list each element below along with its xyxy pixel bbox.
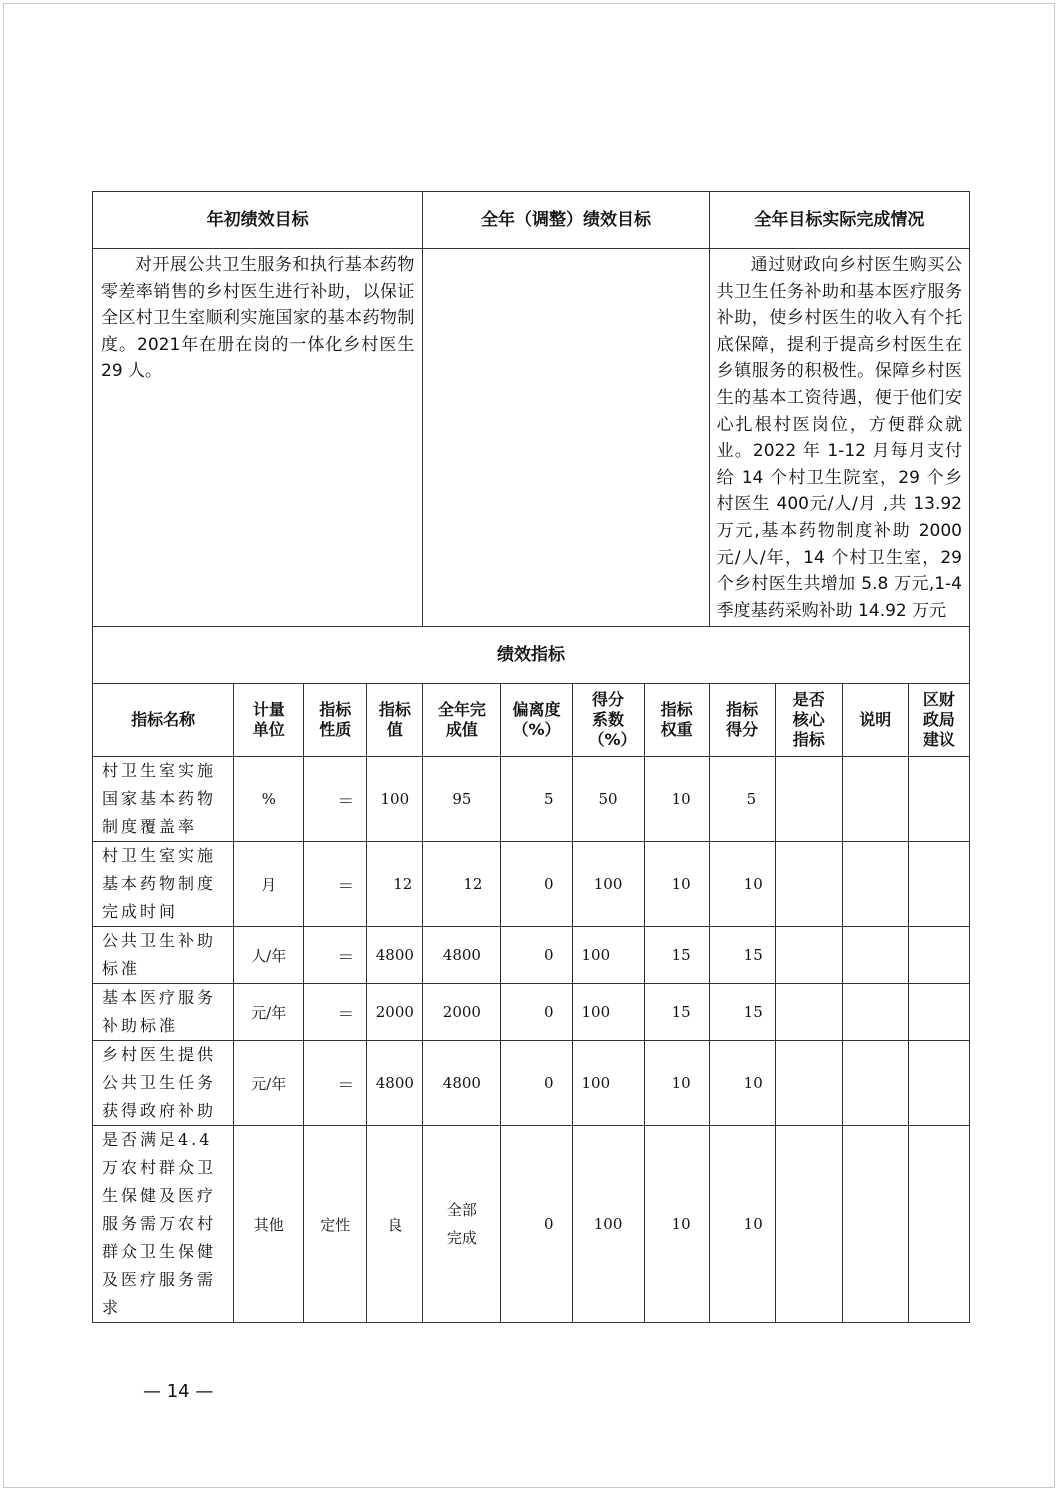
indicator-coefficient: 100 <box>572 984 644 1041</box>
page-number: — 14 — <box>143 1381 214 1402</box>
indicator-coefficient: 100 <box>572 927 644 984</box>
indicator-advice <box>908 984 969 1041</box>
indicator-deviation: 0 <box>501 984 572 1041</box>
performance-table <box>92 191 970 1323</box>
indicator-deviation: 0 <box>501 927 572 984</box>
indicator-target: 12 <box>367 842 423 927</box>
table-row <box>93 1041 970 1126</box>
goals-actual-text: 通过财政向乡村医生购买公共卫生任务补助和基本医疗服务补助，使乡村医生的收入有个托底保障，提利于提高乡村医生在乡镇服务的积极性。保障乡村医生的基本工资待遇，便于他们安心扎根村医岗位，方便群众就业。2022 年 1-12 月每月支付给 14 个村卫生院室，29 个乡村医生 400元/人/月 ,共 13.92 万元,基本药物制度补助 2000 元/人/年，14 个村卫生室，29 个乡村医生共增加 5.8 万元,1-4 季度基药采购补助 14.92 万元 <box>709 249 969 627</box>
goals-header-actual: 全年目标实际完成情况 <box>709 192 969 249</box>
indicator-coefficient: 100 <box>572 842 644 927</box>
column-header-row <box>93 684 970 757</box>
indicator-core <box>775 842 842 927</box>
indicator-actual: 2000 <box>423 984 501 1041</box>
indicator-actual: 4800 <box>423 1041 501 1126</box>
indicator-target: 4800 <box>367 1041 423 1126</box>
indicator-name: 基本医疗服务补助标准 <box>93 984 234 1041</box>
indicator-core <box>775 1126 842 1323</box>
goals-content-row <box>93 249 970 627</box>
indicator-coefficient: 50 <box>572 757 644 842</box>
table-row <box>93 1126 970 1323</box>
indicator-nature: ＝ <box>304 984 367 1041</box>
indicator-score: 15 <box>709 984 775 1041</box>
indicator-actual: 95 <box>423 757 501 842</box>
table-row <box>93 757 970 842</box>
indicator-deviation: 0 <box>501 842 572 927</box>
col-header-nature: 指标性质 <box>304 684 367 757</box>
indicator-unit: % <box>234 757 304 842</box>
indicator-actual: 12 <box>423 842 501 927</box>
indicator-actual: 全部完成 <box>423 1126 501 1323</box>
indicator-target: 2000 <box>367 984 423 1041</box>
col-header-weight: 指标权重 <box>644 684 709 757</box>
table-row <box>93 984 970 1041</box>
indicator-score: 10 <box>709 1041 775 1126</box>
indicator-weight: 10 <box>644 1126 709 1323</box>
indicator-deviation: 5 <box>501 757 572 842</box>
indicator-advice <box>908 927 969 984</box>
indicator-unit: 元/年 <box>234 1041 304 1126</box>
indicator-core <box>775 927 842 984</box>
indicator-nature: ＝ <box>304 927 367 984</box>
indicator-advice <box>908 842 969 927</box>
indicator-name: 乡村医生提供公共卫生任务获得政府补助 <box>93 1041 234 1126</box>
indicator-advice <box>908 1126 969 1323</box>
indicator-target: 100 <box>367 757 423 842</box>
col-header-name: 指标名称 <box>93 684 234 757</box>
table-row <box>93 927 970 984</box>
goals-header-adjusted: 全年（调整）绩效目标 <box>423 192 709 249</box>
indicator-score: 5 <box>709 757 775 842</box>
indicator-nature: ＝ <box>304 757 367 842</box>
section-title: 绩效指标 <box>93 627 970 684</box>
indicator-nature: 定性 <box>304 1126 367 1323</box>
goals-header-initial: 年初绩效目标 <box>93 192 423 249</box>
indicator-name: 公共卫生补助标准 <box>93 927 234 984</box>
indicator-name: 是否满足4.4万农村群众卫生保健及医疗服务需万农村群众卫生保健及医疗服务需求 <box>93 1126 234 1323</box>
indicator-weight: 10 <box>644 757 709 842</box>
indicator-coefficient: 100 <box>572 1041 644 1126</box>
goals-header-row <box>93 192 970 249</box>
indicator-advice <box>908 757 969 842</box>
col-header-target: 指标值 <box>367 684 423 757</box>
col-header-actual: 全年完成值 <box>423 684 501 757</box>
indicator-weight: 15 <box>644 984 709 1041</box>
indicator-weight: 15 <box>644 927 709 984</box>
table-row <box>93 842 970 927</box>
indicator-deviation: 0 <box>501 1126 572 1323</box>
col-header-deviation: 偏离度（%） <box>501 684 572 757</box>
indicator-name: 村卫生室实施国家基本药物制度覆盖率 <box>93 757 234 842</box>
col-header-coefficient: 得分系数（%） <box>572 684 644 757</box>
indicator-coefficient: 100 <box>572 1126 644 1323</box>
indicator-unit: 月 <box>234 842 304 927</box>
indicator-core <box>775 984 842 1041</box>
indicator-unit: 其他 <box>234 1126 304 1323</box>
col-header-unit: 计量单位 <box>234 684 304 757</box>
goals-initial-text: 对开展公共卫生服务和执行基本药物零差率销售的乡村医生进行补助，以保证全区村卫生室顺利实施国家的基本药物制度。2021年在册在岗的一体化乡村医生 29 人。 <box>93 249 423 627</box>
indicator-note <box>842 984 908 1041</box>
indicator-unit: 人/年 <box>234 927 304 984</box>
indicator-note <box>842 1126 908 1323</box>
section-title-row <box>93 627 970 684</box>
indicator-score: 10 <box>709 1126 775 1323</box>
indicator-note <box>842 927 908 984</box>
indicator-note <box>842 757 908 842</box>
indicator-score: 15 <box>709 927 775 984</box>
col-header-advice: 区财政局建议 <box>908 684 969 757</box>
indicator-weight: 10 <box>644 1041 709 1126</box>
indicator-target: 4800 <box>367 927 423 984</box>
indicator-deviation: 0 <box>501 1041 572 1126</box>
indicator-advice <box>908 1041 969 1126</box>
indicator-target: 良 <box>367 1126 423 1323</box>
goals-adjusted-text <box>423 249 709 627</box>
indicator-note <box>842 1041 908 1126</box>
col-header-note: 说明 <box>842 684 908 757</box>
indicator-note <box>842 842 908 927</box>
indicator-nature: ＝ <box>304 1041 367 1126</box>
indicator-score: 10 <box>709 842 775 927</box>
col-header-core: 是否核心指标 <box>775 684 842 757</box>
indicator-core <box>775 1041 842 1126</box>
indicator-name: 村卫生室实施基本药物制度完成时间 <box>93 842 234 927</box>
indicator-unit: 元/年 <box>234 984 304 1041</box>
indicator-weight: 10 <box>644 842 709 927</box>
col-header-score: 指标得分 <box>709 684 775 757</box>
indicator-actual: 4800 <box>423 927 501 984</box>
indicator-nature: ＝ <box>304 842 367 927</box>
indicator-core <box>775 757 842 842</box>
